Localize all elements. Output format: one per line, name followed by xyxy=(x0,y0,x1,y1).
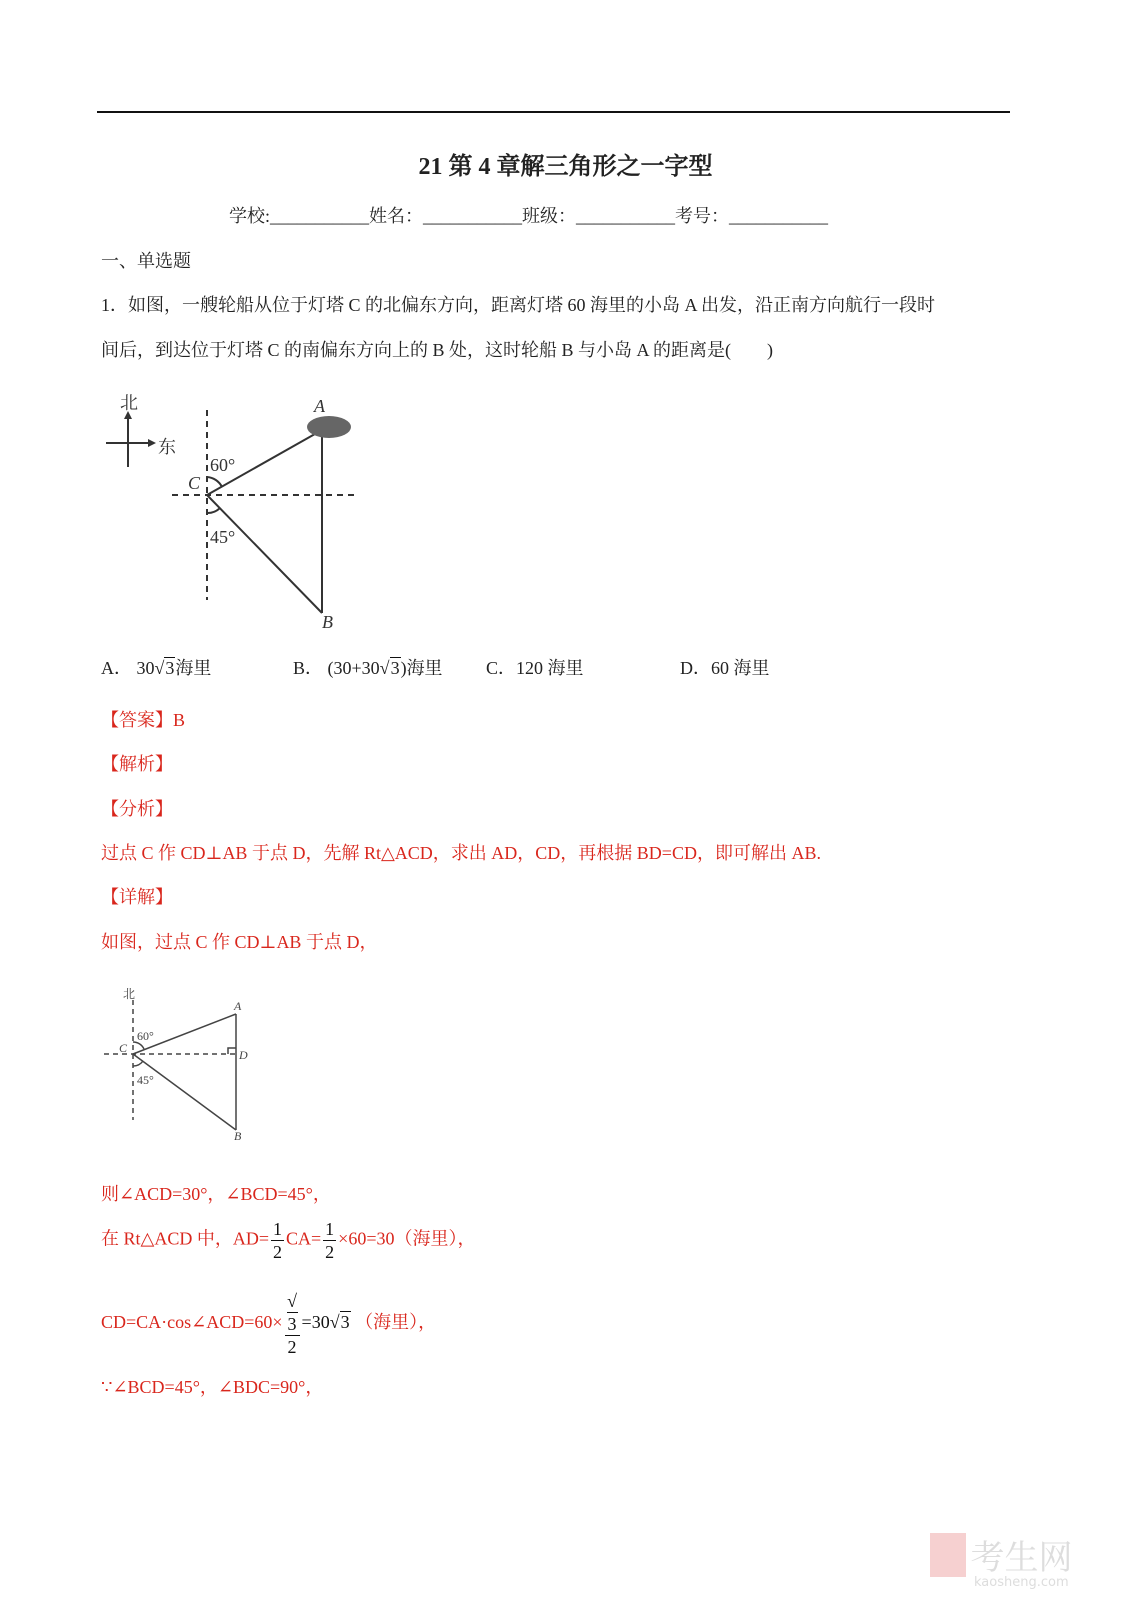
option-b: B． (30+30√3)海里 xyxy=(293,658,443,678)
fenxi-text: 过点 C 作 CD⊥AB 于点 D，先解 Rt△ACD，求出 AD，CD，再根据 BD=CD，即可解出 AB. xyxy=(101,843,821,863)
label-45: 45° xyxy=(137,1073,154,1087)
step-2: 在 Rt△ACD 中，AD= $\frac{1}{2}$ CA= $\frac{1}{2}$ ×60=30（海里）， xyxy=(101,1219,476,1262)
island-shape xyxy=(307,416,351,438)
header-rule xyxy=(97,111,1010,113)
question-line-2: 间后，到达位于灯塔 C 的南偏东方向上的 B 处，这时轮船 B 与小岛 A 的距离是( ) xyxy=(101,340,774,360)
label-a: A xyxy=(314,396,325,416)
option-c: C．120 海里 xyxy=(486,658,584,678)
detail-heading: 【详解】 xyxy=(101,887,173,907)
question-line-1: 1．如图，一艘轮船从位于灯塔 C 的北偏东方向，距离灯塔 60 海里的小岛 A 出发，沿正南方向航行一段时 xyxy=(101,295,936,315)
step-3: CD=CA·cos∠ACD=60× √ 3 2 =30√3 （海里）， xyxy=(101,1291,437,1357)
label-c: C xyxy=(119,1041,128,1055)
question-figure xyxy=(100,385,370,635)
watermark-logo: 考生网 kaosheng.com xyxy=(930,1530,1073,1590)
page-title: 21 第 4 章解三角形之一字型 xyxy=(418,154,713,180)
label-60: 60° xyxy=(137,1029,154,1043)
option-a: A． 30√3海里 xyxy=(101,658,212,678)
answer: 【答案】B xyxy=(101,710,186,730)
label-45: 45° xyxy=(210,527,236,547)
step-1: 则∠ACD=30°，∠BCD=45°， xyxy=(101,1184,331,1204)
label-north: 北 xyxy=(120,393,138,413)
info-line: 学校:___________姓名：___________班级：___________考号：___________ xyxy=(229,206,828,226)
fenxi-heading: 【分析】 xyxy=(101,799,173,819)
label-east: 东 xyxy=(158,437,176,457)
detail-intro: 如图，过点 C 作 CD⊥AB 于点 D， xyxy=(101,932,378,952)
label-a: A xyxy=(234,999,242,1013)
analysis-heading: 【解析】 xyxy=(101,754,173,774)
label-b: B xyxy=(234,1129,242,1143)
option-d: D．60 海里 xyxy=(680,658,770,678)
section-heading: 一、单选题 xyxy=(101,251,191,271)
label-b: B xyxy=(322,612,333,632)
label-c: C xyxy=(188,473,201,493)
label-60: 60° xyxy=(210,455,236,475)
label-d: D xyxy=(239,1048,248,1062)
label-north: 北 xyxy=(123,987,136,1001)
step-4: ∵∠BCD=45°，∠BDC=90°， xyxy=(101,1377,324,1397)
solution-figure xyxy=(100,982,270,1147)
